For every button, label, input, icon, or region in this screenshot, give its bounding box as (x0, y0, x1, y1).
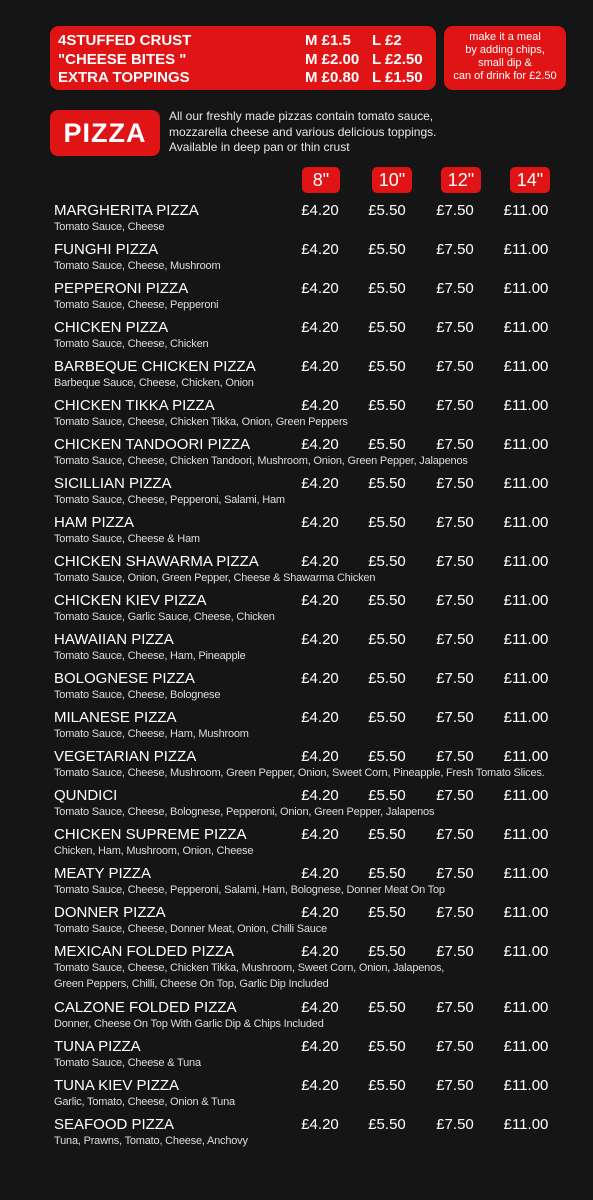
price-8-inch: £4.20 (301, 436, 339, 453)
price-14-inch: £11.00 (503, 397, 549, 414)
price-12-inch: £7.50 (436, 787, 474, 804)
pizza-name: VEGETARIAN PIZZA (54, 748, 197, 765)
price-10-inch: £5.50 (368, 826, 406, 843)
price-14-inch: £11.00 (503, 553, 549, 570)
price-8-inch: £4.20 (301, 670, 339, 687)
price-12-inch: £7.50 (436, 280, 474, 297)
price-12-inch: £7.50 (436, 631, 474, 648)
price-14-inch: £11.00 (503, 280, 549, 297)
price-8-inch: £4.20 (301, 748, 339, 765)
price-12-inch: £7.50 (436, 358, 474, 375)
price-8-inch: £4.20 (301, 202, 339, 219)
pizza-name: CHICKEN TIKKA PIZZA (54, 397, 215, 414)
pizza-ingredients: Garlic, Tomato, Cheese, Onion & Tuna (54, 1096, 235, 1108)
price-8-inch: £4.20 (301, 475, 339, 492)
pizza-name: BOLOGNESE PIZZA (54, 670, 195, 687)
pizza-name: FUNGHI PIZZA (54, 241, 159, 258)
pizza-ingredients: Tomato Sauce, Garlic Sauce, Cheese, Chicken (54, 611, 275, 623)
pizza-ingredients: Green Peppers, Chilli, Cheese On Top, Garlic Dip Included (54, 978, 329, 990)
price-10-inch: £5.50 (368, 1116, 406, 1133)
extra-medium-price: M £2.00 (305, 51, 360, 68)
price-8-inch: £4.20 (301, 709, 339, 726)
price-14-inch: £11.00 (503, 631, 549, 648)
price-14-inch: £11.00 (503, 1038, 549, 1055)
price-8-inch: £4.20 (301, 358, 339, 375)
price-14-inch: £11.00 (503, 436, 549, 453)
price-12-inch: £7.50 (436, 475, 474, 492)
pizza-ingredients: Tomato Sauce, Cheese & Tuna (54, 1057, 201, 1069)
price-14-inch: £11.00 (503, 999, 549, 1016)
price-10-inch: £5.50 (368, 241, 406, 258)
price-8-inch: £4.20 (301, 787, 339, 804)
price-10-inch: £5.50 (368, 436, 406, 453)
pizza-name: SICILLIAN PIZZA (54, 475, 172, 492)
price-12-inch: £7.50 (436, 999, 474, 1016)
price-10-inch: £5.50 (368, 631, 406, 648)
pizza-ingredients: Tomato Sauce, Cheese, Pepperoni, Salami, Ham, Bolognese, Donner Meat On Top (54, 884, 445, 896)
price-10-inch: £5.50 (368, 787, 406, 804)
meal-offer-line: by adding chips, (465, 44, 545, 56)
price-12-inch: £7.50 (436, 1077, 474, 1094)
section-title: PIZZA (50, 110, 160, 156)
extra-row-extra-toppings (50, 68, 436, 87)
price-8-inch: £4.20 (301, 631, 339, 648)
price-14-inch: £11.00 (503, 358, 549, 375)
pizza-ingredients: Tomato Sauce, Cheese (54, 221, 165, 233)
pizza-ingredients: Barbeque Sauce, Cheese, Chicken, Onion (54, 377, 254, 389)
pizza-ingredients: Tomato Sauce, Cheese, Bolognese (54, 689, 221, 701)
price-10-inch: £5.50 (368, 709, 406, 726)
price-12-inch: £7.50 (436, 670, 474, 687)
extra-row-cheese-bites (50, 50, 436, 69)
price-14-inch: £11.00 (503, 1116, 549, 1133)
price-12-inch: £7.50 (436, 319, 474, 336)
price-10-inch: £5.50 (368, 943, 406, 960)
pizza-ingredients: Tomato Sauce, Onion, Green Pepper, Cheese & Shawarma Chicken (54, 572, 376, 584)
extra-medium-price: M £1.5 (305, 32, 351, 49)
price-14-inch: £11.00 (503, 865, 549, 882)
pizza-ingredients: Donner, Cheese On Top With Garlic Dip & Chips Included (54, 1018, 324, 1030)
pizza-ingredients: Tomato Sauce, Cheese, Chicken Tikka, Onion, Green Peppers (54, 416, 348, 428)
price-8-inch: £4.20 (301, 999, 339, 1016)
price-12-inch: £7.50 (436, 826, 474, 843)
price-10-inch: £5.50 (368, 904, 406, 921)
price-12-inch: £7.50 (436, 904, 474, 921)
price-10-inch: £5.50 (368, 748, 406, 765)
price-12-inch: £7.50 (436, 436, 474, 453)
pizza-name: SEAFOOD PIZZA (54, 1116, 175, 1133)
price-14-inch: £11.00 (503, 514, 549, 531)
price-14-inch: £11.00 (503, 748, 549, 765)
price-8-inch: £4.20 (301, 553, 339, 570)
extras-box (50, 26, 436, 90)
price-14-inch: £11.00 (503, 319, 549, 336)
price-10-inch: £5.50 (368, 670, 406, 687)
price-12-inch: £7.50 (436, 865, 474, 882)
size-header-8: 8" (302, 167, 340, 193)
price-8-inch: £4.20 (301, 826, 339, 843)
pizza-ingredients: Tomato Sauce, Cheese, Pepperoni, Salami, Ham (54, 494, 285, 506)
extra-label: EXTRA TOPPINGS (58, 69, 190, 86)
extra-label: 4STUFFED CRUST (58, 32, 192, 49)
price-12-inch: £7.50 (436, 592, 474, 609)
price-12-inch: £7.50 (436, 514, 474, 531)
pizza-ingredients: Tomato Sauce, Cheese & Ham (54, 533, 200, 545)
meal-offer-line: small dip & (478, 57, 532, 69)
pizza-ingredients: Tomato Sauce, Cheese, Mushroom, Green Pepper, Onion, Sweet Corn, Pineapple, Fresh Tomato Slices. (54, 767, 545, 779)
pizza-ingredients: Tomato Sauce, Cheese, Ham, Mushroom (54, 728, 249, 740)
price-14-inch: £11.00 (503, 787, 549, 804)
pizza-name: TUNA PIZZA (54, 1038, 141, 1055)
intro-line: Available in deep pan or thin crust (169, 140, 350, 154)
price-12-inch: £7.50 (436, 748, 474, 765)
price-10-inch: £5.50 (368, 475, 406, 492)
price-8-inch: £4.20 (301, 592, 339, 609)
price-10-inch: £5.50 (368, 1077, 406, 1094)
pizza-name: CHICKEN SHAWARMA PIZZA (54, 553, 259, 570)
price-8-inch: £4.20 (301, 943, 339, 960)
price-12-inch: £7.50 (436, 1038, 474, 1055)
price-12-inch: £7.50 (436, 1116, 474, 1133)
pizza-ingredients: Tomato Sauce, Cheese, Chicken Tandoori, Mushroom, Onion, Green Pepper, Jalapenos (54, 455, 468, 467)
pizza-name: CHICKEN PIZZA (54, 319, 169, 336)
price-8-inch: £4.20 (301, 514, 339, 531)
pizza-name: MEXICAN FOLDED PIZZA (54, 943, 235, 960)
price-8-inch: £4.20 (301, 280, 339, 297)
extra-large-price: L £2.50 (372, 51, 423, 68)
intro-line: All our freshly made pizzas contain tomato sauce, (169, 109, 434, 123)
extra-large-price: L £1.50 (372, 69, 423, 86)
pizza-ingredients: Chicken, Ham, Mushroom, Onion, Cheese (54, 845, 254, 857)
price-10-inch: £5.50 (368, 592, 406, 609)
pizza-name: CHICKEN SUPREME PIZZA (54, 826, 247, 843)
price-14-inch: £11.00 (503, 1077, 549, 1094)
pizza-ingredients: Tomato Sauce, Cheese, Chicken (54, 338, 209, 350)
price-8-inch: £4.20 (301, 1077, 339, 1094)
price-14-inch: £11.00 (503, 475, 549, 492)
price-8-inch: £4.20 (301, 904, 339, 921)
price-14-inch: £11.00 (503, 241, 549, 258)
price-10-inch: £5.50 (368, 280, 406, 297)
price-14-inch: £11.00 (503, 709, 549, 726)
price-8-inch: £4.20 (301, 241, 339, 258)
price-14-inch: £11.00 (503, 670, 549, 687)
extra-large-price: L £2 (372, 32, 402, 49)
pizza-ingredients: Tuna, Prawns, Tomato, Cheese, Anchovy (54, 1135, 248, 1147)
price-10-inch: £5.50 (368, 202, 406, 219)
pizza-name: PEPPERONI PIZZA (54, 280, 189, 297)
price-10-inch: £5.50 (368, 999, 406, 1016)
price-10-inch: £5.50 (368, 319, 406, 336)
pizza-name: QUNDICI (54, 787, 118, 804)
price-14-inch: £11.00 (503, 943, 549, 960)
price-14-inch: £11.00 (503, 202, 549, 219)
price-12-inch: £7.50 (436, 202, 474, 219)
price-8-inch: £4.20 (301, 397, 339, 414)
extra-label: "CHEESE BITES " (58, 51, 187, 68)
pizza-name: HAWAIIAN PIZZA (54, 631, 174, 648)
price-10-inch: £5.50 (368, 865, 406, 882)
meal-offer-line: make it a meal (469, 31, 541, 43)
section-intro (169, 109, 499, 156)
pizza-ingredients: Tomato Sauce, Cheese, Bolognese, Pepperoni, Onion, Green Pepper, Jalapenos (54, 806, 435, 818)
price-10-inch: £5.50 (368, 397, 406, 414)
price-10-inch: £5.50 (368, 514, 406, 531)
price-8-inch: £4.20 (301, 319, 339, 336)
price-12-inch: £7.50 (436, 397, 474, 414)
price-14-inch: £11.00 (503, 592, 549, 609)
pizza-name: MEATY PIZZA (54, 865, 151, 882)
pizza-ingredients: Tomato Sauce, Cheese, Ham, Pineapple (54, 650, 246, 662)
extra-medium-price: M £0.80 (305, 69, 360, 86)
pizza-name: CHICKEN KIEV PIZZA (54, 592, 207, 609)
price-8-inch: £4.20 (301, 1038, 339, 1055)
price-12-inch: £7.50 (436, 943, 474, 960)
pizza-name: CHICKEN TANDOORI PIZZA (54, 436, 251, 453)
extra-row-stuffed-crust (50, 31, 436, 50)
pizza-ingredients: Tomato Sauce, Cheese, Chicken Tikka, Mushroom, Sweet Corn, Onion, Jalapenos, (54, 962, 445, 974)
size-header-14: 14" (510, 167, 550, 193)
size-header-12: 12" (441, 167, 481, 193)
pizza-name: MILANESE PIZZA (54, 709, 177, 726)
pizza-name: TUNA KIEV PIZZA (54, 1077, 180, 1094)
price-10-inch: £5.50 (368, 358, 406, 375)
pizza-name: CALZONE FOLDED PIZZA (54, 999, 237, 1016)
size-header-10: 10" (372, 167, 412, 193)
meal-offer-line: can of drink for £2.50 (453, 70, 557, 82)
price-8-inch: £4.20 (301, 1116, 339, 1133)
price-10-inch: £5.50 (368, 553, 406, 570)
pizza-name: BARBEQUE CHICKEN PIZZA (54, 358, 256, 375)
price-12-inch: £7.50 (436, 709, 474, 726)
intro-line: mozzarella cheese and various delicious toppings. (169, 124, 437, 139)
price-14-inch: £11.00 (503, 826, 549, 843)
price-14-inch: £11.00 (503, 904, 549, 921)
pizza-name: HAM PIZZA (54, 514, 135, 531)
pizza-name: MARGHERITA PIZZA (54, 202, 199, 219)
pizza-ingredients: Tomato Sauce, Cheese, Pepperoni (54, 299, 219, 311)
price-8-inch: £4.20 (301, 865, 339, 882)
pizza-name: DONNER PIZZA (54, 904, 166, 921)
pizza-ingredients: Tomato Sauce, Cheese, Donner Meat, Onion, Chilli Sauce (54, 923, 327, 935)
meal-offer-box (444, 26, 566, 90)
price-12-inch: £7.50 (436, 241, 474, 258)
price-10-inch: £5.50 (368, 1038, 406, 1055)
price-12-inch: £7.50 (436, 553, 474, 570)
pizza-ingredients: Tomato Sauce, Cheese, Mushroom (54, 260, 221, 272)
